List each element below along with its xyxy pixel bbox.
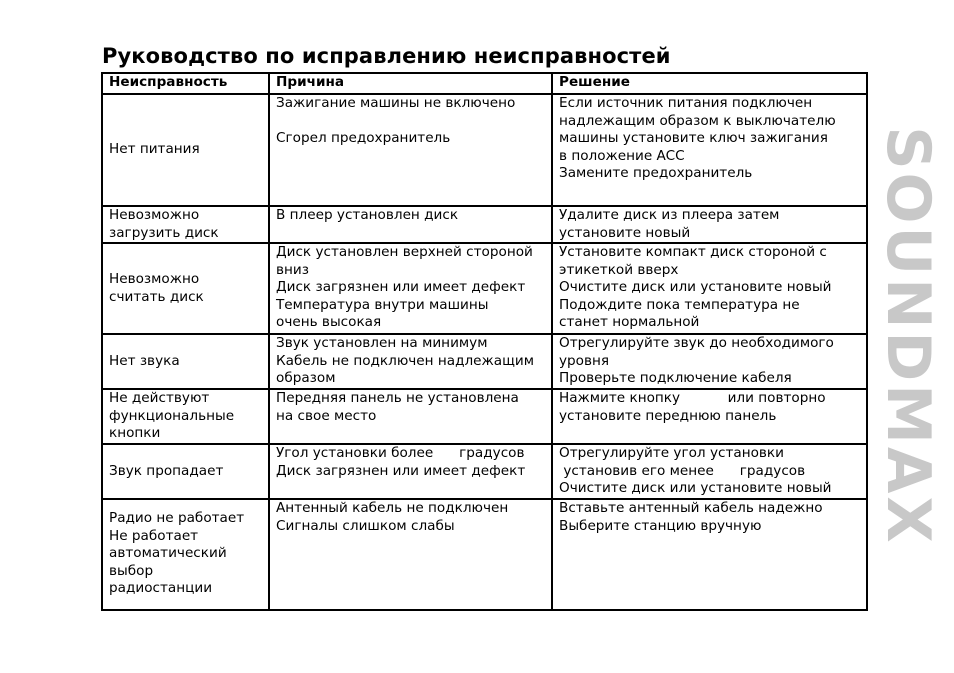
- solution-text: Выберите станцию вручную: [559, 517, 762, 534]
- solution-cell: [552, 444, 867, 499]
- cause-text: Звук установлен на минимум: [276, 335, 488, 351]
- cause-text: Диск загрязнен или имеет дефект: [276, 279, 526, 295]
- solution-text: установите новый: [559, 224, 691, 241]
- problem-text: считать диск: [109, 288, 204, 305]
- problem-cell: [102, 206, 269, 243]
- cause-text: Сгорел предохранитель: [276, 130, 451, 146]
- header-cause: Причина: [269, 73, 552, 94]
- solution-text: Подождите пока температура не: [559, 296, 800, 313]
- solution-text: Отрегулируйте звук до необходимого: [559, 335, 834, 351]
- problem-text: Не работает: [109, 527, 199, 544]
- solution-text: установите переднюю панель: [559, 407, 777, 424]
- cause-cell: [269, 243, 552, 334]
- solution-cell: [552, 389, 867, 444]
- solution-text: надлежащим образом к выключателю: [559, 112, 836, 129]
- cause-text: Кабель не подключен надлежащим: [276, 352, 535, 369]
- cause-text: Передняя панель не установлена: [276, 390, 519, 406]
- solution-cell: [552, 94, 867, 206]
- cause-text: В плеер установлен диск: [276, 207, 459, 223]
- cause-text: вниз: [276, 261, 309, 278]
- cause-cell: [269, 499, 552, 610]
- cause-text: образом: [276, 370, 336, 386]
- problem-text: функциональные: [109, 407, 235, 424]
- cause-text: Диск установлен верхней стороной: [276, 244, 533, 260]
- problem-cell: [102, 94, 269, 206]
- problem-text: Нет питания: [109, 141, 200, 158]
- cause-text: очень высокая: [276, 314, 382, 330]
- table-row: [102, 243, 867, 334]
- problem-text: кнопки: [109, 425, 161, 441]
- problem-text: Невозможно: [109, 207, 200, 223]
- header-problem: Неисправность: [102, 73, 269, 94]
- solution-cell: [552, 499, 867, 610]
- problem-text: Невозможно: [109, 271, 200, 287]
- solution-text: машины установите ключ зажигания: [559, 130, 828, 146]
- problem-text: Звук пропадает: [109, 462, 224, 479]
- cause-text: Диск загрязнен или имеет дефект: [276, 462, 526, 479]
- table-row: [102, 499, 867, 610]
- solution-text: Нажмите кнопку или повторно: [559, 390, 826, 406]
- table-row: [102, 389, 867, 444]
- solution-cell: [552, 334, 867, 389]
- table-row: [102, 94, 867, 206]
- solution-text: Проверьте подключение кабеля: [559, 370, 792, 386]
- problem-text: радиостанции: [109, 580, 213, 596]
- header-solution: Решение: [552, 73, 867, 94]
- cause-cell: [269, 334, 552, 389]
- cause-text: Зажигание машины не включено: [276, 95, 516, 111]
- solution-text: Очистите диск или установите новый: [559, 279, 832, 295]
- solution-text: Если источник питания подключен: [559, 95, 813, 111]
- table-row: [102, 206, 867, 243]
- troubleshooting-table: [101, 72, 868, 611]
- problem-text: Нет звука: [109, 352, 180, 369]
- solution-text: Вставьте антенный кабель надежно: [559, 500, 823, 516]
- solution-text: Замените предохранитель: [559, 165, 753, 181]
- cause-text: Угол установки более градусов: [276, 445, 525, 461]
- solution-text: Установите компакт диск стороной с: [559, 244, 827, 260]
- problem-text: автоматический: [109, 545, 227, 561]
- cause-cell: [269, 94, 552, 206]
- solution-cell: [552, 206, 867, 243]
- cause-cell: [269, 444, 552, 499]
- table-row: [102, 444, 867, 499]
- solution-text: в положение ACC: [559, 147, 685, 164]
- problem-cell: [102, 444, 269, 499]
- problem-cell: [102, 499, 269, 610]
- solution-text: этикеткой вверх: [559, 261, 679, 278]
- solution-text: Очистите диск или установите новый: [559, 480, 832, 496]
- problem-text: Не действуют: [109, 390, 210, 406]
- solution-text: Отрегулируйте угол установки: [559, 445, 784, 461]
- solution-text: установив его менее градусов: [559, 462, 806, 479]
- solution-cell: [552, 243, 867, 334]
- problem-cell: [102, 389, 269, 444]
- problem-cell: [102, 334, 269, 389]
- solution-text: уровня: [559, 352, 610, 369]
- solution-text: станет нормальной: [559, 314, 700, 330]
- cause-text: на свое место: [276, 407, 377, 424]
- cause-text: Сигналы слишком слабы: [276, 517, 455, 534]
- cause-text: Температура внутри машины: [276, 296, 489, 313]
- table-header-row: [102, 73, 867, 94]
- problem-text: загрузить диск: [109, 224, 219, 241]
- brand-logo: SOUNDMAX: [873, 126, 943, 546]
- cause-cell: [269, 389, 552, 444]
- table-row: [102, 334, 867, 389]
- problem-text: Радио не работает: [109, 510, 245, 526]
- problem-cell: [102, 243, 269, 334]
- cause-cell: [269, 206, 552, 243]
- cause-text: Антенный кабель не подключен: [276, 500, 509, 516]
- page-title: Руководство по исправлению неисправностей: [102, 44, 671, 68]
- solution-text: Удалите диск из плеера затем: [559, 207, 780, 223]
- problem-text: выбор: [109, 562, 154, 579]
